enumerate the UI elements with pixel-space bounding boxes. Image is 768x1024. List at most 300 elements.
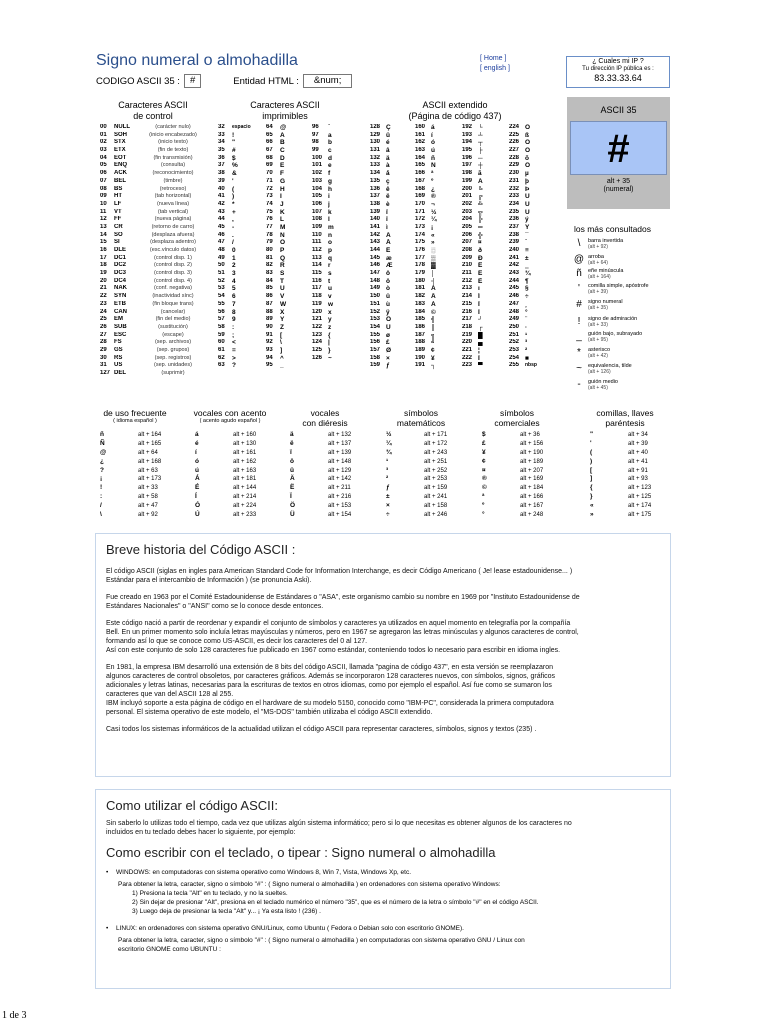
windows-bullet: • WINDOWS: en computadoras con sistema operativo como Windows 8, Win 7, Vista, Windows Xp, etc. bbox=[106, 869, 412, 876]
table-row bbox=[415, 285, 461, 293]
table-row bbox=[509, 132, 561, 140]
char-glyph: È bbox=[478, 277, 483, 285]
char-abbrev: CR bbox=[114, 223, 123, 230]
char-code: 125 bbox=[312, 346, 323, 353]
char-glyph: 4 bbox=[232, 277, 236, 285]
table-row bbox=[415, 255, 461, 263]
char-code: 139 bbox=[370, 208, 381, 215]
char-abbrev: SO bbox=[114, 231, 123, 238]
char-glyph: ß bbox=[525, 131, 529, 139]
char-glyph: Ö bbox=[290, 502, 296, 510]
table-row bbox=[266, 170, 310, 178]
char-glyph: b bbox=[328, 139, 332, 147]
table-row bbox=[312, 285, 358, 293]
char-glyph: Ú bbox=[525, 193, 530, 201]
char-glyph: o bbox=[328, 239, 332, 247]
char-glyph: ñ bbox=[100, 431, 104, 438]
table-row bbox=[266, 162, 310, 170]
char-glyph: á bbox=[431, 124, 435, 131]
most-viewed-alt: (alt + 45) bbox=[588, 385, 608, 391]
table-row bbox=[218, 324, 264, 332]
extended-chars-heading: ASCII extendido (Página de código 437) bbox=[408, 100, 502, 121]
table-row bbox=[100, 493, 178, 502]
alt-code: alt + 211 bbox=[328, 485, 351, 492]
table-row bbox=[509, 270, 561, 278]
char-glyph: ¦ bbox=[478, 346, 480, 354]
char-code: 243 bbox=[509, 270, 520, 277]
alt-code: alt + 154 bbox=[328, 512, 352, 519]
table-row bbox=[482, 475, 560, 484]
char-glyph: ® bbox=[431, 193, 436, 201]
char-glyph: ║ bbox=[431, 323, 436, 331]
alt-code: alt + 166 bbox=[520, 494, 544, 501]
alt-code: alt + 190 bbox=[520, 449, 544, 456]
char-glyph: B bbox=[280, 139, 285, 147]
table-row bbox=[482, 458, 560, 467]
char-code: 167 bbox=[415, 177, 426, 184]
control-chars-heading: Caracteres ASCII de control bbox=[118, 100, 188, 121]
alt-code: alt + 93 bbox=[628, 476, 648, 483]
char-code: 08 bbox=[100, 185, 107, 192]
char-desc: (escape) bbox=[162, 331, 184, 338]
char-code: 107 bbox=[312, 208, 323, 215]
char-code: 155 bbox=[370, 331, 381, 338]
char-glyph: t bbox=[328, 277, 331, 285]
char-glyph: ª bbox=[482, 493, 485, 501]
table-row bbox=[415, 170, 461, 178]
char-abbrev: SI bbox=[114, 239, 120, 246]
char-glyph: ¥ bbox=[431, 354, 435, 362]
char-code: 240 bbox=[509, 247, 520, 253]
char-code: 248 bbox=[509, 308, 520, 315]
table-row bbox=[266, 216, 310, 224]
char-code: 42 bbox=[218, 200, 225, 207]
char-glyph: ± bbox=[525, 254, 529, 262]
char-desc: (inicio encabezado) bbox=[149, 131, 197, 138]
char-code: 175 bbox=[415, 239, 426, 246]
char-code: 144 bbox=[370, 247, 381, 253]
table-row bbox=[462, 124, 508, 132]
char-code: 250 bbox=[509, 323, 520, 330]
char-code: 70 bbox=[266, 170, 273, 177]
char-code: 194 bbox=[462, 139, 473, 146]
char-code: 65 bbox=[266, 131, 273, 138]
table-row bbox=[266, 232, 310, 240]
char-code: 244 bbox=[509, 277, 520, 284]
ip-question: ¿ Cuales mi IP ? bbox=[592, 58, 644, 65]
char-glyph: Ô bbox=[525, 139, 531, 147]
table-row bbox=[415, 262, 461, 270]
char-glyph: Ã bbox=[478, 177, 483, 185]
table-row bbox=[290, 475, 368, 484]
char-code: 163 bbox=[415, 147, 426, 154]
most-viewed-symbol: ~ bbox=[576, 363, 582, 374]
char-code: 103 bbox=[312, 177, 323, 184]
char-glyph: ¿ bbox=[431, 185, 435, 193]
table-row bbox=[195, 431, 273, 440]
char-abbrev: ACK bbox=[114, 170, 127, 177]
char-code: 149 bbox=[370, 285, 381, 292]
char-glyph: g bbox=[328, 177, 332, 185]
alt-code: alt + 156 bbox=[520, 440, 544, 447]
char-code: 63 bbox=[218, 362, 225, 369]
char-glyph: í bbox=[431, 131, 433, 139]
most-viewed-symbol: _ bbox=[576, 331, 582, 342]
table-row bbox=[462, 139, 508, 147]
char-abbrev: EM bbox=[114, 316, 123, 323]
table-row bbox=[509, 147, 561, 155]
char-code: 252 bbox=[509, 339, 520, 346]
char-glyph: ' bbox=[590, 439, 592, 447]
table-row bbox=[370, 262, 414, 270]
char-code: 22 bbox=[100, 293, 107, 300]
char-code: 223 bbox=[462, 362, 473, 369]
char-code: 114 bbox=[312, 262, 322, 269]
char-code: 208 bbox=[462, 247, 473, 253]
page-title: Signo numeral o almohadilla bbox=[96, 52, 298, 69]
char-abbrev: RS bbox=[114, 354, 123, 361]
char-code: 143 bbox=[370, 239, 381, 246]
char-code: 78 bbox=[266, 231, 273, 238]
char-glyph: â bbox=[386, 147, 390, 155]
char-glyph: Í bbox=[195, 493, 197, 501]
char-glyph: ¿ bbox=[100, 457, 104, 465]
table-row bbox=[218, 339, 264, 347]
table-row bbox=[218, 355, 264, 363]
char-code: 228 bbox=[509, 154, 520, 161]
table-row bbox=[370, 339, 414, 347]
table-row bbox=[370, 285, 414, 293]
char-glyph: espacio bbox=[232, 124, 251, 130]
char-glyph: F bbox=[280, 170, 284, 178]
table-row bbox=[386, 511, 464, 520]
char-glyph: └ bbox=[478, 124, 483, 131]
table-row bbox=[100, 293, 206, 301]
table-row bbox=[590, 440, 668, 449]
char-desc: (sep. unidades) bbox=[154, 362, 192, 369]
char-desc: (control disp. 2) bbox=[154, 262, 192, 269]
char-code: 239 bbox=[509, 239, 520, 246]
table-row bbox=[312, 316, 358, 324]
table-row bbox=[415, 216, 461, 224]
table-row bbox=[266, 270, 310, 278]
table-row bbox=[290, 431, 368, 440]
history-line: Fue creado en 1963 por el Comité Estadounidense de Estándares o "ASA", este organismo cambio su nombre en 1969 por "Instituto Estadounidense de bbox=[106, 594, 580, 601]
table-row bbox=[370, 232, 414, 240]
table-row bbox=[266, 186, 310, 194]
most-viewed-symbol: \ bbox=[577, 238, 581, 249]
char-glyph: * bbox=[232, 200, 235, 208]
table-row bbox=[462, 285, 508, 293]
char-glyph: ÷ bbox=[386, 511, 390, 519]
table-row bbox=[509, 232, 561, 240]
char-code: 181 bbox=[415, 285, 426, 292]
char-glyph: ≡ bbox=[525, 247, 529, 254]
ascii-code-row bbox=[96, 74, 352, 88]
char-desc: (suprimir) bbox=[161, 370, 185, 376]
table-row bbox=[370, 362, 414, 370]
table-row bbox=[509, 247, 561, 255]
html-entity-value[interactable]: &num; bbox=[303, 74, 352, 88]
char-glyph: ® bbox=[482, 475, 487, 483]
char-code: 129 bbox=[370, 131, 381, 138]
char-glyph: d bbox=[328, 154, 332, 162]
usage-title: Como utilizar el código ASCII: bbox=[106, 798, 278, 813]
char-glyph: ┘ bbox=[478, 316, 483, 324]
history-text bbox=[106, 567, 660, 734]
char-code: 170 bbox=[415, 200, 426, 207]
char-glyph: É bbox=[195, 484, 200, 492]
history-line: caracteres que van del ASCII 128 al 255. bbox=[106, 691, 234, 698]
char-code: 138 bbox=[370, 200, 381, 207]
alt-code: alt + 173 bbox=[138, 476, 162, 483]
char-code: 77 bbox=[266, 223, 273, 230]
table-row bbox=[312, 209, 358, 217]
char-glyph: } bbox=[328, 346, 331, 354]
most-viewed-name: signo de admiración bbox=[588, 316, 638, 322]
most-viewed-symbol: * bbox=[577, 347, 581, 358]
char-glyph: 1 bbox=[232, 254, 236, 262]
char-glyph: ░ bbox=[431, 247, 436, 254]
table-row bbox=[415, 147, 461, 155]
char-code: 122 bbox=[312, 323, 323, 330]
table-row bbox=[462, 162, 508, 170]
char-glyph: ƒ bbox=[386, 484, 390, 492]
char-code: 177 bbox=[415, 254, 426, 261]
char-code: 10 bbox=[100, 200, 107, 207]
char-glyph: 8 bbox=[232, 308, 236, 316]
char-glyph: Ì bbox=[478, 354, 480, 362]
char-code: 76 bbox=[266, 216, 273, 223]
most-viewed-symbol: @ bbox=[573, 254, 585, 265]
table-row bbox=[195, 484, 273, 493]
char-glyph: ¨ bbox=[525, 316, 528, 324]
char-glyph: í bbox=[195, 448, 197, 456]
char-glyph: ┼ bbox=[478, 162, 483, 170]
table-row bbox=[312, 347, 358, 355]
table-row bbox=[370, 278, 414, 286]
group-subtitle: ( acento agudo español ) bbox=[199, 418, 261, 424]
char-code: 148 bbox=[370, 277, 381, 284]
table-row bbox=[590, 475, 668, 484]
char-code: 99 bbox=[312, 147, 319, 154]
char-glyph: ± bbox=[386, 493, 390, 501]
char-glyph: L bbox=[280, 216, 284, 224]
table-row bbox=[218, 139, 264, 147]
most-viewed-alt: (alt + 33) bbox=[588, 322, 608, 328]
char-code: 133 bbox=[370, 162, 381, 169]
char-code: 147 bbox=[370, 270, 381, 277]
char-code: 69 bbox=[266, 162, 273, 169]
table-row bbox=[100, 186, 206, 194]
char-glyph: ▒ bbox=[431, 254, 436, 262]
char-code: 254 bbox=[509, 354, 520, 361]
char-code: 165 bbox=[415, 162, 426, 169]
history-line: Este código nació a partir de reordenar y expandir el conjunto de símbolos y caracteres ya utilizados en aquel momento en telegrafía por la compañía bbox=[106, 620, 571, 627]
char-glyph: ò bbox=[386, 285, 390, 293]
printable-chars-table-2 bbox=[266, 124, 310, 370]
char-glyph: ; bbox=[232, 331, 235, 339]
char-glyph: ┬ bbox=[478, 139, 483, 147]
table-row bbox=[290, 484, 368, 493]
char-code: 209 bbox=[462, 254, 473, 261]
char-glyph: Ù bbox=[525, 208, 530, 216]
char-glyph: ¹ bbox=[386, 457, 389, 465]
group-title-2: paréntesis bbox=[605, 418, 645, 428]
char-desc: (control disp. 3) bbox=[154, 270, 192, 277]
history-line: personal. El sistema operativo de este modelo, el "MS-DOS" también utilizaba el código ASCII extendido. bbox=[106, 709, 433, 716]
table-row bbox=[312, 293, 358, 301]
char-glyph: ö bbox=[290, 457, 294, 465]
printable-chars-table-1 bbox=[218, 124, 264, 370]
table-row bbox=[509, 347, 561, 355]
table-row bbox=[100, 247, 206, 255]
char-glyph: : bbox=[232, 323, 235, 331]
char-code: 131 bbox=[370, 147, 381, 154]
char-glyph: ï bbox=[386, 208, 388, 216]
char-glyph: \ bbox=[100, 511, 102, 519]
char-glyph: µ bbox=[525, 170, 529, 178]
char-code: 29 bbox=[100, 346, 107, 353]
char-glyph: Æ bbox=[386, 262, 393, 270]
table-row bbox=[312, 355, 358, 363]
table-row bbox=[312, 309, 358, 317]
char-code: 199 bbox=[462, 177, 473, 184]
char-glyph: Ð bbox=[478, 254, 483, 262]
char-code: 169 bbox=[415, 193, 426, 200]
table-row bbox=[462, 362, 508, 370]
alt-code: alt + 163 bbox=[233, 467, 257, 474]
table-row bbox=[509, 278, 561, 286]
table-row bbox=[100, 449, 178, 458]
char-glyph: q bbox=[328, 254, 332, 262]
char-glyph: ^ bbox=[280, 354, 284, 362]
char-desc: (nueva línea) bbox=[156, 200, 190, 207]
most-viewed-alt: (alt + 126) bbox=[588, 369, 611, 375]
alt-code: alt + 58 bbox=[138, 494, 158, 501]
char-glyph: \ bbox=[280, 339, 282, 347]
home-link[interactable]: [ Home ] bbox=[480, 55, 507, 62]
table-row bbox=[415, 339, 461, 347]
control-chars-table bbox=[100, 124, 206, 378]
char-code: 206 bbox=[462, 231, 473, 238]
table-row bbox=[218, 362, 264, 370]
char-glyph: Å bbox=[386, 239, 391, 247]
char-glyph: ▄ bbox=[478, 339, 483, 347]
ascii-35-card bbox=[567, 97, 670, 209]
char-code: 102 bbox=[312, 170, 323, 177]
char-code: 141 bbox=[370, 223, 381, 230]
char-glyph: Ý bbox=[525, 223, 530, 231]
char-glyph: ] bbox=[280, 346, 283, 354]
char-code: 238 bbox=[509, 231, 520, 238]
table-row bbox=[100, 170, 206, 178]
usage-box bbox=[95, 789, 671, 989]
table-row bbox=[266, 262, 310, 270]
char-code: 233 bbox=[509, 193, 520, 200]
char-glyph: ╔ bbox=[478, 193, 483, 201]
char-code: 95 bbox=[266, 362, 273, 369]
table-row bbox=[370, 270, 414, 278]
char-code: 30 bbox=[100, 354, 107, 361]
table-row bbox=[312, 162, 358, 170]
char-code: 101 bbox=[312, 162, 323, 169]
ip-box[interactable] bbox=[566, 56, 670, 88]
char-glyph: 3 bbox=[232, 270, 236, 278]
table-row bbox=[415, 232, 461, 240]
char-glyph: n bbox=[328, 231, 332, 239]
char-code: 190 bbox=[415, 354, 426, 361]
table-row bbox=[266, 239, 310, 247]
table-row bbox=[462, 216, 508, 224]
char-code: 21 bbox=[100, 285, 107, 292]
alt-code: alt + 161 bbox=[233, 449, 257, 456]
char-glyph: m bbox=[328, 223, 334, 231]
char-glyph: V bbox=[280, 293, 285, 301]
char-glyph: ¶ bbox=[525, 277, 529, 285]
char-code: 57 bbox=[218, 316, 225, 323]
table-row bbox=[509, 178, 561, 186]
usage-intro: Sin saberlo lo utilizas todo el tiempo, cada vez que utilizas algún sistema informático; pero si lo que necesitas es obtener algunos de los caracteres no incluidos en tu teclado debes hacer lo siguiente, por ejemplo: bbox=[106, 820, 572, 836]
table-row bbox=[370, 255, 414, 263]
char-code: 153 bbox=[370, 316, 381, 323]
table-row bbox=[266, 278, 310, 286]
table-row bbox=[218, 347, 264, 355]
char-abbrev: BEL bbox=[114, 177, 126, 184]
history-line: algunos caracteres de control obsoletos, por caracteres gráficos. Además se incorporaron 128 caracteres nuevos, con símbolos, signos, gráficos bbox=[106, 673, 556, 680]
char-glyph: - bbox=[232, 223, 235, 231]
table-row bbox=[415, 162, 461, 170]
history-line: En 1981, la empresa IBM desarrolló una extensión de 8 bits del código ASCII, llamada "pagina de código 437", en esta versión se reemplazaron bbox=[106, 664, 554, 671]
char-code: 189 bbox=[415, 346, 426, 353]
group-table bbox=[482, 431, 560, 520]
table-row bbox=[100, 270, 206, 278]
english-link[interactable]: [ english ] bbox=[480, 65, 510, 72]
char-code: 24 bbox=[100, 308, 107, 315]
group-table bbox=[195, 431, 273, 520]
char-code bbox=[312, 362, 328, 370]
char-glyph: õ bbox=[525, 154, 529, 162]
char-code: 34 bbox=[218, 139, 225, 146]
char-glyph: Ú bbox=[195, 511, 200, 519]
char-glyph: > bbox=[232, 354, 236, 362]
table-row bbox=[266, 285, 310, 293]
char-glyph: Þ bbox=[525, 185, 530, 193]
table-row bbox=[312, 124, 358, 132]
char-code: 212 bbox=[462, 277, 473, 284]
char-code: 151 bbox=[370, 300, 381, 307]
table-row bbox=[312, 155, 358, 163]
char-code: 237 bbox=[509, 223, 520, 230]
char-code: 75 bbox=[266, 208, 273, 215]
extended-chars-table-4 bbox=[509, 124, 561, 370]
table-row bbox=[415, 270, 461, 278]
char-code: 104 bbox=[312, 185, 323, 192]
ascii-code-value[interactable]: # bbox=[184, 74, 201, 88]
table-row bbox=[462, 278, 508, 286]
char-code: 173 bbox=[415, 223, 426, 230]
char-glyph: ) bbox=[590, 457, 593, 465]
char-code: 130 bbox=[370, 139, 381, 146]
char-glyph: ▀ bbox=[478, 362, 483, 370]
char-glyph: ü bbox=[290, 466, 294, 474]
table-row bbox=[462, 270, 508, 278]
char-code: 213 bbox=[462, 285, 473, 292]
char-glyph: ª bbox=[431, 170, 434, 178]
char-code: 188 bbox=[415, 339, 426, 346]
char-glyph: = bbox=[232, 346, 236, 354]
char-code: 64 bbox=[266, 124, 273, 130]
